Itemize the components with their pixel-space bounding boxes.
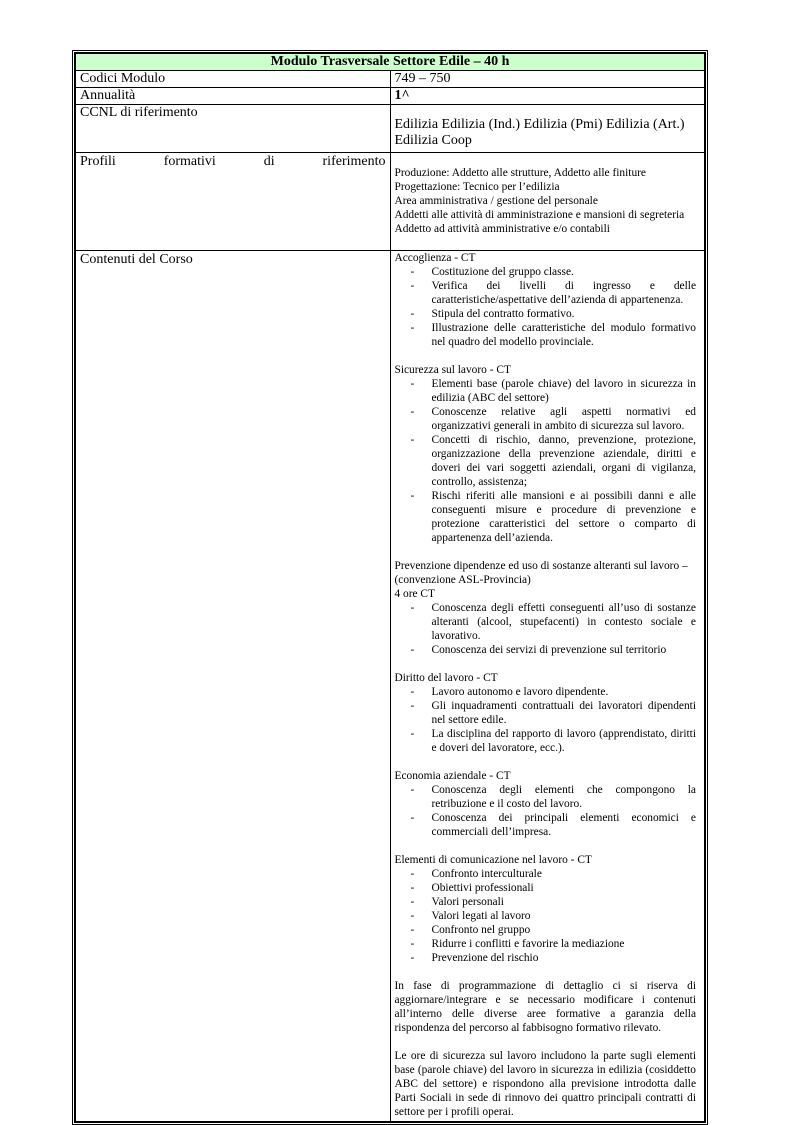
spacer [395, 657, 697, 671]
contenuti-sections [395, 251, 697, 979]
list-item: - Stipula del contratto formativo. [395, 307, 697, 321]
row-profili [76, 153, 705, 251]
list-item: - Conoscenza degli effetti conseguenti all’uso di sostanze alteranti (alcool, stupefacenti) in contesto sociale e lavorativo. [395, 601, 697, 643]
profilo-line: Addetti alle attività di amministrazione e mansioni di segreteria [394, 209, 685, 221]
spacer [395, 755, 697, 769]
course-section [395, 769, 697, 839]
note-paragraph: In fase di programmazione di dettaglio ci si riserva di aggiornare/integrare e se necessario modificare i contenuti all’interno delle diverse aree formative a garanzia della rispondenza del percorso al fabbisogno formativo rilevato. [394, 980, 696, 1034]
profili-label-text: Profili formativi di riferimento [80, 154, 386, 169]
section-list [395, 783, 697, 839]
section-subheading: 4 ore CT [394, 588, 435, 600]
list-item: - Verifica dei livelli di ingresso e delle caratteristiche/aspettative dell’azienda di appartenenza. [395, 279, 697, 307]
section-list [395, 601, 697, 657]
course-section [395, 251, 697, 349]
section-heading: Economia aziendale - CT [394, 770, 511, 782]
section-list [395, 867, 697, 965]
row-contenuti [76, 251, 705, 1122]
contenuti-body [390, 251, 705, 1122]
module-table-frame [74, 52, 706, 1123]
course-section [395, 853, 697, 965]
list-item: - Lavoro autonomo e lavoro dipendente. [395, 685, 697, 699]
spacer [395, 349, 697, 363]
profilo-line: Produzione: Addetto alle strutture, Addetto alle finiture [394, 167, 646, 179]
spacer [395, 1035, 697, 1049]
list-item: - Conoscenza dei servizi di prevenzione sul territorio [395, 643, 697, 657]
profili-label [76, 153, 391, 251]
module-document [72, 50, 708, 1125]
course-section [395, 363, 697, 545]
module-table [75, 53, 705, 1122]
section-heading: Sicurezza sul lavoro - CT [394, 364, 511, 376]
contenuti-paragraphs [395, 979, 697, 1119]
spacer [395, 545, 697, 559]
list-item: - La disciplina del rapporto di lavoro (apprendistato, diritti e doveri del lavoratore, ecc.). [395, 727, 697, 755]
row-annualita [76, 88, 705, 105]
row-ccnl [76, 105, 705, 153]
list-item: - Obiettivi professionali [395, 881, 697, 895]
codici-value: 749 – 750 [390, 71, 705, 88]
spacer [395, 965, 697, 979]
list-item: - Valori legati al lavoro [395, 909, 697, 923]
list-item: - Confronto interculturale [395, 867, 697, 881]
spacer [395, 839, 697, 853]
module-title: Modulo Trasversale Settore Edile – 40 h [76, 54, 705, 71]
list-item: - Gli inquadramenti contrattuali dei lavoratori dipendenti nel settore edile. [395, 699, 697, 727]
profili-list [390, 153, 705, 251]
list-item: - Rischi riferiti alle mansioni e ai possibili danni e alle conseguenti misure e procedure di prevenzione e protezione caratteristici del settore o comparto di appartenenza dell’azienda. [395, 489, 697, 545]
list-item: - Illustrazione delle caratteristiche del modulo formativo nel quadro del modello provinciale. [395, 321, 697, 349]
ccnl-label: CCNL di riferimento [76, 105, 391, 153]
title-row [76, 54, 705, 71]
list-item: - Elementi base (parole chiave) del lavoro in sicurezza in edilizia (ABC del settore) [395, 377, 697, 405]
list-item: - Conoscenze relative agli aspetti normativi ed organizzativi generali in ambito di sicurezza sul lavoro. [395, 405, 697, 433]
ccnl-value: Edilizia Edilizia (Ind.) Edilizia (Pmi) Edilizia (Art.) Edilizia Coop [390, 105, 705, 153]
list-item: - Conoscenza dei principali elementi economici e commerciali dell’impresa. [395, 811, 697, 839]
course-section [395, 559, 697, 657]
profilo-line: Addetto ad attività amministrative e/o contabili [394, 223, 610, 235]
profilo-line: Progettazione: Tecnico per l’edilizia [394, 181, 560, 193]
list-item: - Costituzione del gruppo classe. [395, 265, 697, 279]
section-list [395, 377, 697, 545]
list-item: - Valori personali [395, 895, 697, 909]
list-item: - Confronto nel gruppo [395, 923, 697, 937]
section-list [395, 685, 697, 755]
list-item: - Ridurre i conflitti e favorire la mediazione [395, 937, 697, 951]
profili-lines [395, 166, 701, 236]
section-heading: Prevenzione dipendenze ed uso di sostanze alteranti sul lavoro – (convenzione ASL-Provincia) [394, 560, 688, 586]
section-list [395, 265, 697, 349]
profilo-line: Area amministrativa / gestione del personale [394, 195, 598, 207]
section-heading: Diritto del lavoro - CT [394, 672, 498, 684]
list-item: - Concetti di rischio, danno, prevenzione, protezione, organizzazione della prevenzione aziendale, diritti e doveri dei vari soggetti aziendali, organi di vigilanza, controllo, assistenza; [395, 433, 697, 489]
contenuti-label: Contenuti del Corso [76, 251, 391, 1122]
section-heading: Elementi di comunicazione nel lavoro - CT [394, 854, 592, 866]
list-item: - Prevenzione del rischio [395, 951, 697, 965]
note-paragraph: Le ore di sicurezza sul lavoro includono la parte sugli elementi base (parole chiave) del lavoro in sicurezza in edilizia (cosiddetto ABC del settore) e rispondono alla previsione introdotta dalle Parti Sociali in sede di rinnovo dei quattro principali contratti di settore per i profili operai. [394, 1050, 696, 1118]
annualita-label: Annualità [76, 88, 391, 105]
codici-label: Codici Modulo [76, 71, 391, 88]
row-codici [76, 71, 705, 88]
course-section [395, 671, 697, 755]
annualita-value: 1^ [390, 88, 705, 105]
list-item: - Conoscenza degli elementi che compongono la retribuzione e il costo del lavoro. [395, 783, 697, 811]
section-heading: Accoglienza - CT [394, 252, 476, 264]
